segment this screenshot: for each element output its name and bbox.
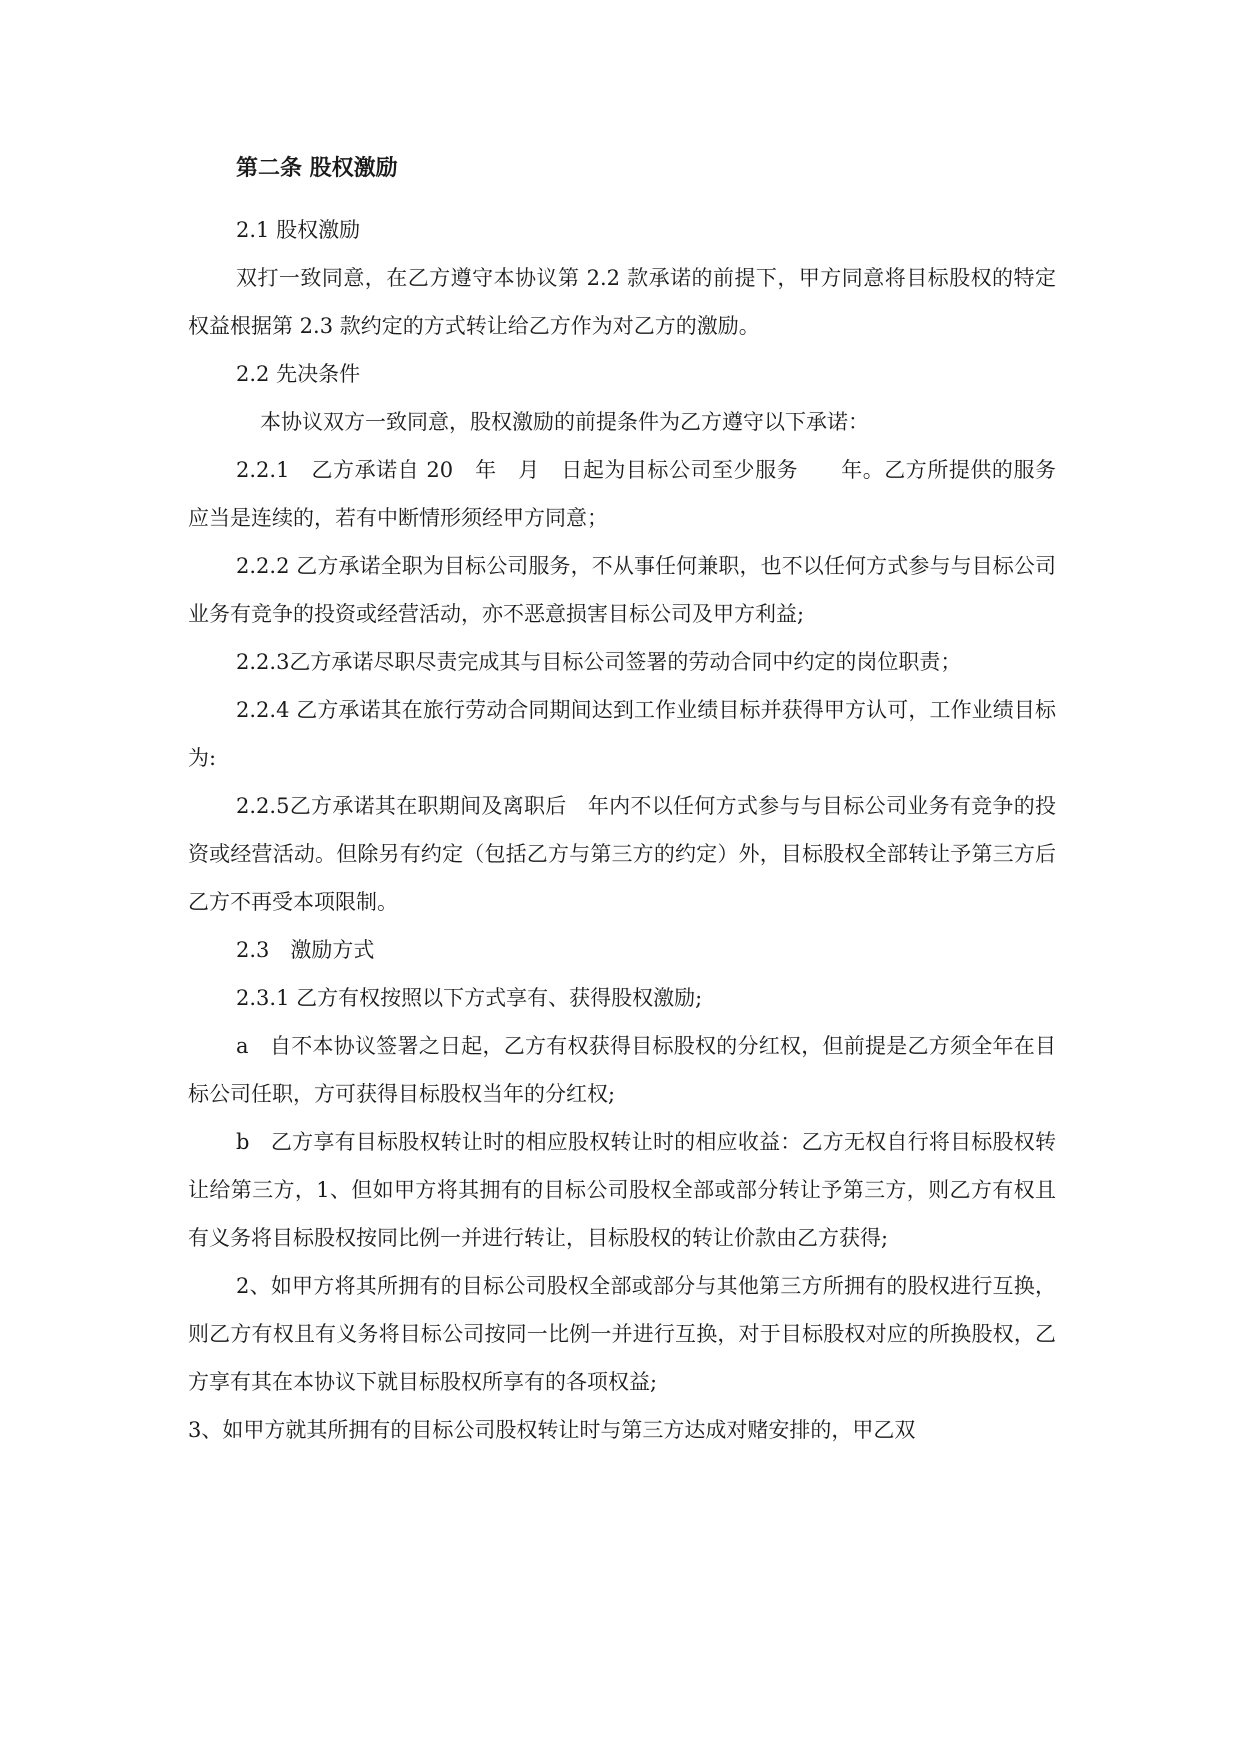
section-title-2-3: 2.3 激励方式 bbox=[236, 938, 375, 962]
clause-2-2-3: 2.2.3乙方承诺尽职尽责完成其与目标公司签署的劳动合同中约定的岗位职责； bbox=[236, 650, 962, 674]
clause-2-3-1: 2.3.1 乙方有权按照以下方式享有、获得股权激励; bbox=[236, 986, 703, 1010]
clause-2-2-4: 2.2.4 乙方承诺其在旅行劳动合同期间达到工作业绩目标并获得甲方认可，工作业绩目标为: bbox=[188, 698, 1056, 770]
document-body bbox=[188, 156, 1056, 1454]
item-b: b 乙方享有目标股权转让时的相应股权转让时的相应收益：乙方无权自行将目标股权转让给第三方，1、但如甲方将其拥有的目标公司股权全部或部分转让予第三方，则乙方有权且有义务将目标股权按同比例一并进行转让，目标股权的转让价款由乙方获得; bbox=[188, 1130, 1056, 1250]
clause-2-2-1: 2.2.1 乙方承诺自 20 年 月 日起为目标公司至少服务 年。乙方所提供的服务应当是连续的，若有中断情形须经甲方同意； bbox=[188, 458, 1056, 530]
article-heading: 第二条 股权激励 bbox=[236, 155, 398, 181]
section-title-2-1: 2.1 股权激励 bbox=[236, 218, 361, 242]
item-3: 3、如甲方就其所拥有的目标公司股权转让时与第三方达成对赌安排的，甲乙双 bbox=[188, 1418, 916, 1442]
clause-2-2-5: 2.2.5乙方承诺其在职期间及离职后 年内不以任何方式参与与目标公司业务有竞争的投资或经营活动。但除另有约定（包括乙方与第三方的约定）外，目标股权全部转让予第三方后乙方不再受本项限制。 bbox=[188, 794, 1056, 914]
clause-2-2-2: 2.2.2 乙方承诺全职为目标公司服务，不从事任何兼职，也不以任何方式参与与目标公司业务有竞争的投资或经营活动，亦不恶意损害目标公司及甲方利益; bbox=[188, 554, 1056, 626]
item-a: a 自不本协议签署之日起，乙方有权获得目标股权的分红权，但前提是乙方须全年在目标公司任职，方可获得目标股权当年的分红权; bbox=[188, 1034, 1056, 1106]
paragraph-agreement: 双打一致同意，在乙方遵守本协议第 2.2 款承诺的前提下，甲方同意将目标股权的特定权益根据第 2.3 款约定的方式转让给乙方作为对乙方的激励。 bbox=[188, 266, 1056, 338]
item-2: 2、如甲方将其所拥有的目标公司股权全部或部分与其他第三方所拥有的股权进行互换，则乙方有权且有义务将目标公司按同一比例一并进行互换，对于目标股权对应的所换股权，乙方享有其在本协议下就目标股权所享有的各项权益; bbox=[188, 1274, 1056, 1394]
section-title-2-2: 2.2 先决条件 bbox=[236, 362, 361, 386]
paragraph-precondition-intro: 本协议双方一致同意，股权激励的前提条件为乙方遵守以下承诺： bbox=[260, 410, 869, 434]
